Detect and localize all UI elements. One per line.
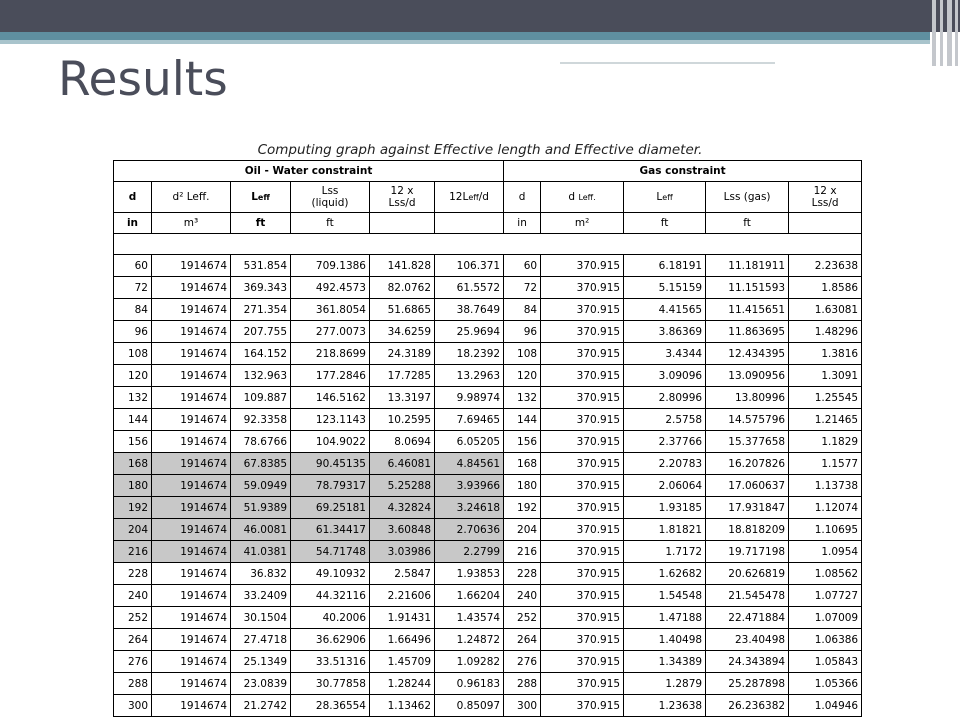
table-cell: 1914674 [152,255,231,277]
table-cell: 144 [114,409,152,431]
table-cell: 3.09096 [624,365,706,387]
table-cell: 13.3197 [370,387,435,409]
table-cell: 38.7649 [435,299,504,321]
table-cell: 21.545478 [706,585,789,607]
table-cell: 1.3816 [789,343,862,365]
table-cell: 370.915 [541,387,624,409]
table-cell: 1.24872 [435,629,504,651]
table-cell: 3.60848 [370,519,435,541]
table-row [114,651,862,673]
table-cell: 60 [504,255,541,277]
table-cell: 709.1386 [291,255,370,277]
table-cell: 96 [114,321,152,343]
table-cell: 1914674 [152,431,231,453]
table-cell: 1.07727 [789,585,862,607]
table-cell: 288 [504,673,541,695]
table-cell: 1914674 [152,497,231,519]
table-cell: 2.06064 [624,475,706,497]
table-cell: 1914674 [152,629,231,651]
table-cell: 17.7285 [370,365,435,387]
table-cell: 168 [504,453,541,475]
table-cell: 24.3189 [370,343,435,365]
table-cell: 300 [504,695,541,717]
col-lss-liquid: Lss (liquid) [291,182,370,213]
teal-accent-bar [0,32,930,40]
table-cell: 1.8586 [789,277,862,299]
table-cell: 1.10695 [789,519,862,541]
table-cell: 36.62906 [291,629,370,651]
table-cell: 20.626819 [706,563,789,585]
table-cell: 8.0694 [370,431,435,453]
col-d-leff-gas: d Leff. [541,182,624,213]
table-cell: 192 [504,497,541,519]
table-cell: 1914674 [152,585,231,607]
table-cell: 12.434395 [706,343,789,365]
table-cell: 61.5572 [435,277,504,299]
table-cell: 25.1349 [231,651,291,673]
table-cell: 168 [114,453,152,475]
table-cell: 1914674 [152,409,231,431]
table-cell: 5.15159 [624,277,706,299]
table-cell: 51.6865 [370,299,435,321]
table-cell: 240 [114,585,152,607]
table-cell: 3.86369 [624,321,706,343]
table-cell: 370.915 [541,343,624,365]
table-cell: 156 [114,431,152,453]
corner-stripes [930,0,960,66]
table-cell: 1.25545 [789,387,862,409]
unit-cell: ft [291,213,370,234]
spacer-row [114,234,862,255]
table-cell: 21.2742 [231,695,291,717]
table-cell: 1914674 [152,673,231,695]
table-cell: 3.4344 [624,343,706,365]
table-row [114,541,862,563]
table-cell: 370.915 [541,673,624,695]
table-cell: 1.3091 [789,365,862,387]
table-cell: 192 [114,497,152,519]
table-cell: 11.181911 [706,255,789,277]
table-cell: 0.96183 [435,673,504,695]
table-cell: 25.287898 [706,673,789,695]
table-cell: 1.43574 [435,607,504,629]
table-cell: 531.854 [231,255,291,277]
table-cell: 271.354 [231,299,291,321]
table-cell: 132 [504,387,541,409]
table-cell: 15.377658 [706,431,789,453]
table-cell: 144 [504,409,541,431]
table-cell: 1.12074 [789,497,862,519]
table-cell: 2.20783 [624,453,706,475]
table-cell: 370.915 [541,585,624,607]
table-cell: 1.1577 [789,453,862,475]
table-cell: 276 [114,651,152,673]
table-cell: 6.18191 [624,255,706,277]
table-cell: 96 [504,321,541,343]
table-cell: 11.415651 [706,299,789,321]
table-cell: 1.62682 [624,563,706,585]
table-cell: 54.71748 [291,541,370,563]
table-cell: 369.343 [231,277,291,299]
table-cell: 2.21606 [370,585,435,607]
col-leff-oil: Leff [231,182,291,213]
table-cell: 30.1504 [231,607,291,629]
table-cell: 17.060637 [706,475,789,497]
table-cell: 92.3358 [231,409,291,431]
table-cell: 370.915 [541,563,624,585]
table-cell: 2.5847 [370,563,435,585]
unit-cell: ft [706,213,789,234]
unit-cell: in [114,213,152,234]
table-cell: 49.10932 [291,563,370,585]
table-cell: 1.66204 [435,585,504,607]
table-cell: 1.81821 [624,519,706,541]
table-cell: 2.37766 [624,431,706,453]
table-row [114,629,862,651]
table-cell: 207.755 [231,321,291,343]
col-12x-lss-oil: 12 x Lss/d [370,182,435,213]
table-cell: 72 [114,277,152,299]
table-cell: 1.0954 [789,541,862,563]
table-row [114,387,862,409]
oil-water-header: Oil - Water constraint [114,161,504,182]
table-cell: 228 [504,563,541,585]
table-cell: 84 [114,299,152,321]
table-cell: 132 [114,387,152,409]
table-cell: 108 [114,343,152,365]
table-cell: 1.23638 [624,695,706,717]
table-cell: 216 [504,541,541,563]
table-cell: 1.47188 [624,607,706,629]
table-row [114,365,862,387]
table-cell: 1914674 [152,365,231,387]
table-cell: 0.85097 [435,695,504,717]
table-cell: 2.70636 [435,519,504,541]
table-cell: 370.915 [541,519,624,541]
table-cell: 370.915 [541,541,624,563]
table-cell: 216 [114,541,152,563]
table-cell: 1.1829 [789,431,862,453]
table-cell: 146.5162 [291,387,370,409]
table-cell: 69.25181 [291,497,370,519]
col-d2-leff: d² Leff. [152,182,231,213]
table-cell: 7.69465 [435,409,504,431]
table-cell: 34.6259 [370,321,435,343]
table-cell: 78.6766 [231,431,291,453]
table-cell: 1.91431 [370,607,435,629]
table-cell: 1914674 [152,541,231,563]
table-cell: 180 [504,475,541,497]
table-cell: 13.090956 [706,365,789,387]
unit-cell: m² [541,213,624,234]
table-cell: 1914674 [152,651,231,673]
table-cell: 1.05366 [789,673,862,695]
table-cell: 1.05843 [789,651,862,673]
unit-cell [789,213,862,234]
table-cell: 370.915 [541,475,624,497]
table-row [114,585,862,607]
table-cell: 252 [504,607,541,629]
table-cell: 370.915 [541,321,624,343]
table-cell: 264 [114,629,152,651]
table-cell: 252 [114,607,152,629]
table-cell: 1914674 [152,475,231,497]
table-cell: 370.915 [541,365,624,387]
table-cell: 2.5758 [624,409,706,431]
table-cell: 1914674 [152,299,231,321]
table-cell: 1914674 [152,563,231,585]
table-cell: 132.963 [231,365,291,387]
table-cell: 40.2006 [291,607,370,629]
table-cell: 106.371 [435,255,504,277]
table-cell: 33.51316 [291,651,370,673]
col-lss-gas: Lss (gas) [706,182,789,213]
table-cell: 2.80996 [624,387,706,409]
table-row [114,673,862,695]
table-cell: 28.36554 [291,695,370,717]
table-cell: 300 [114,695,152,717]
table-cell: 1914674 [152,277,231,299]
table-cell: 370.915 [541,299,624,321]
table-cell: 60 [114,255,152,277]
table-cell: 1.21465 [789,409,862,431]
table-cell: 218.8699 [291,343,370,365]
table-cell: 1.09282 [435,651,504,673]
table-row [114,431,862,453]
table-cell: 204 [504,519,541,541]
table-cell: 1.63081 [789,299,862,321]
table-cell: 361.8054 [291,299,370,321]
table-cell: 370.915 [541,277,624,299]
table-cell: 370.915 [541,497,624,519]
table-cell: 1.7172 [624,541,706,563]
table-row [114,497,862,519]
unit-cell: m³ [152,213,231,234]
table-cell: 240 [504,585,541,607]
table-cell: 1914674 [152,519,231,541]
table-cell: 1.28244 [370,673,435,695]
table-cell: 1914674 [152,607,231,629]
table-cell: 120 [114,365,152,387]
table-cell: 288 [114,673,152,695]
table-cell: 1914674 [152,453,231,475]
table-cell: 27.4718 [231,629,291,651]
table-cell: 6.05205 [435,431,504,453]
gas-header: Gas constraint [504,161,862,182]
table-cell: 61.34417 [291,519,370,541]
table-cell: 123.1143 [291,409,370,431]
table-cell: 1.13462 [370,695,435,717]
table-row [114,409,862,431]
table-cell: 1.04946 [789,695,862,717]
table-row [114,453,862,475]
table-cell: 24.343894 [706,651,789,673]
table-row [114,563,862,585]
spacer-cell [114,234,862,255]
table-cell: 4.84561 [435,453,504,475]
unit-cell [435,213,504,234]
table-cell: 4.32824 [370,497,435,519]
table-cell: 1.40498 [624,629,706,651]
table-cell: 4.41565 [624,299,706,321]
table-cell: 3.03986 [370,541,435,563]
table-cell: 16.207826 [706,453,789,475]
table-cell: 18.818209 [706,519,789,541]
table-cell: 1.93185 [624,497,706,519]
table-cell: 25.9694 [435,321,504,343]
table-row [114,475,862,497]
table-row [114,299,862,321]
table-cell: 370.915 [541,695,624,717]
table-row [114,607,862,629]
table-cell: 67.8385 [231,453,291,475]
group-header-row [114,161,862,182]
table-cell: 2.2799 [435,541,504,563]
table-cell: 370.915 [541,607,624,629]
table-cell: 370.915 [541,409,624,431]
column-header-row [114,182,862,213]
table-cell: 6.46081 [370,453,435,475]
table-caption: Computing graph against Effective length and Effective diameter. [257,142,703,158]
table-cell: 1.34389 [624,651,706,673]
table-cell: 78.79317 [291,475,370,497]
table-cell: 1.66496 [370,629,435,651]
table-cell: 109.887 [231,387,291,409]
table-cell: 370.915 [541,629,624,651]
table-cell: 180 [114,475,152,497]
table-cell: 1914674 [152,695,231,717]
table-cell: 204 [114,519,152,541]
table-cell: 36.832 [231,563,291,585]
table-row [114,277,862,299]
table-cell: 1.08562 [789,563,862,585]
table-cell: 51.9389 [231,497,291,519]
table-cell: 370.915 [541,255,624,277]
table-cell: 120 [504,365,541,387]
table-cell: 108 [504,343,541,365]
table-cell: 228 [114,563,152,585]
table-cell: 26.236382 [706,695,789,717]
table-cell: 18.2392 [435,343,504,365]
table-cell: 13.80996 [706,387,789,409]
table-cell: 264 [504,629,541,651]
table-row [114,519,862,541]
table-cell: 1.48296 [789,321,862,343]
table-cell: 104.9022 [291,431,370,453]
top-decor-bar [0,0,960,32]
table-cell: 84 [504,299,541,321]
table-cell: 1.54548 [624,585,706,607]
table-row [114,255,862,277]
table-cell: 10.2595 [370,409,435,431]
table-cell: 11.151593 [706,277,789,299]
col-12x-lss-gas: 12 x Lss/d [789,182,862,213]
light-accent-bar [0,40,930,44]
col-d-oil: d [114,182,152,213]
table-row [114,343,862,365]
table-cell: 1.06386 [789,629,862,651]
table-cell: 1.93853 [435,563,504,585]
table-cell: 1.07009 [789,607,862,629]
unit-cell [370,213,435,234]
table-cell: 1914674 [152,387,231,409]
table-cell: 492.4573 [291,277,370,299]
unit-cell: in [504,213,541,234]
table-cell: 1.13738 [789,475,862,497]
slide-title: Results [58,52,228,107]
table-cell: 277.0073 [291,321,370,343]
table-cell: 72 [504,277,541,299]
table-cell: 3.93966 [435,475,504,497]
table-cell: 23.40498 [706,629,789,651]
table-cell: 1914674 [152,321,231,343]
table-cell: 177.2846 [291,365,370,387]
results-table [113,160,862,717]
unit-cell: ft [624,213,706,234]
col-d-gas: d [504,182,541,213]
table-row [114,321,862,343]
table-cell: 82.0762 [370,277,435,299]
table-cell: 370.915 [541,651,624,673]
table-cell: 2.23638 [789,255,862,277]
table-cell: 5.25288 [370,475,435,497]
table-cell: 33.2409 [231,585,291,607]
col-12leff-d: 12Leff/d [435,182,504,213]
table-cell: 30.77858 [291,673,370,695]
table-cell: 23.0839 [231,673,291,695]
table-cell: 164.152 [231,343,291,365]
table-cell: 46.0081 [231,519,291,541]
table-cell: 370.915 [541,453,624,475]
table-cell: 17.931847 [706,497,789,519]
table-cell: 1.2879 [624,673,706,695]
table-cell: 3.24618 [435,497,504,519]
units-row [114,213,862,234]
table-cell: 156 [504,431,541,453]
table-cell: 276 [504,651,541,673]
col-leff-gas: Leff [624,182,706,213]
table-row [114,695,862,717]
table-cell: 22.471884 [706,607,789,629]
table-cell: 141.828 [370,255,435,277]
table-cell: 19.717198 [706,541,789,563]
table-cell: 41.0381 [231,541,291,563]
table-cell: 13.2963 [435,365,504,387]
table-cell: 59.0949 [231,475,291,497]
table-cell: 370.915 [541,431,624,453]
unit-cell: ft [231,213,291,234]
table-cell: 9.98974 [435,387,504,409]
accent-line [560,62,775,64]
table-cell: 14.575796 [706,409,789,431]
table-cell: 1914674 [152,343,231,365]
table-cell: 11.863695 [706,321,789,343]
table-cell: 1.45709 [370,651,435,673]
table-cell: 44.32116 [291,585,370,607]
table-cell: 90.45135 [291,453,370,475]
